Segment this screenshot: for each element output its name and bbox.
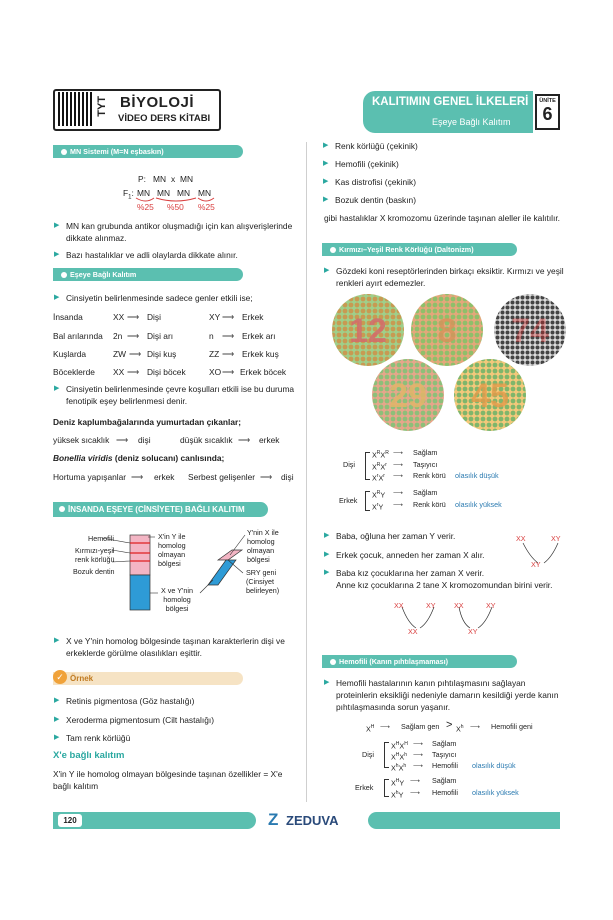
bullet-dot-icon — [330, 659, 336, 665]
label-x-nonhomolog: X'in Y ile homolog olmayan bölgesi — [158, 532, 186, 568]
arrow-icon: ⟶ — [260, 472, 273, 482]
ht-brace-female — [384, 742, 389, 768]
cross-p: P: — [138, 174, 146, 184]
row-g1: ZW — [113, 349, 127, 359]
dt-e1t: Sağlam — [413, 488, 438, 497]
y-chromosome-blue — [208, 560, 236, 585]
disease-1: ▶ Renk körlüğü (çekinik) — [335, 140, 418, 152]
row-r2: Erkek böcek — [240, 367, 287, 377]
arrow-icon: ⟶ — [127, 331, 140, 341]
chapter-title: KALITIMIN GENEL İLKELERİ — [372, 96, 529, 108]
ht-disi: Dişi — [362, 750, 374, 759]
mn-bullet-2: ▶ Bazı hastalıklar ve adli olaylarda dikkate alınır. — [66, 249, 298, 261]
row-g2: ZZ — [209, 349, 220, 359]
plate-2-number: 8 — [437, 312, 457, 350]
row-r2: Erkek kuş — [242, 349, 279, 359]
bon-b: Serbest gelişenler — [188, 472, 256, 482]
ht-d2: $X^HX^h$ — [391, 752, 407, 762]
cross-g1: MN — [137, 188, 151, 198]
example-label: Örnek — [70, 674, 94, 683]
unit-badge — [535, 94, 560, 130]
brand-name: ZEDUVA — [286, 813, 339, 828]
bullet-dot-icon — [61, 272, 67, 278]
dt-p3: olasılık düşük — [455, 471, 499, 480]
arrow-icon: ⟶ — [393, 460, 404, 469]
arrow-icon: ⟶ — [393, 471, 404, 480]
cross-g2: MN — [157, 188, 171, 198]
arrow-icon: ⟶ — [393, 500, 404, 509]
ht-d3: $X^hX^h$ — [391, 763, 407, 773]
ht-d3p: olasılık düşük — [472, 761, 516, 770]
hemo-bullet: ▶ Hemofili hastalarının kanın pıhtılaşmasını sağlayan proteinlerin eksikliği nedeniyle damarın kesildiği yerde kanın pıhtılaşmasında sorun yaşanır. — [336, 677, 568, 713]
row-g1: XX — [113, 312, 125, 322]
hemo-section-title: Hemofili (Kanın pıhtılaşmaması) — [322, 655, 517, 668]
arrow-icon: ⟶ — [393, 488, 404, 497]
dt-e2: $X^rY$ — [372, 502, 384, 512]
chapter-subtitle: Eşeye Bağlı Kalıtım — [432, 117, 511, 127]
book-title: BİYOLOJİ — [120, 94, 195, 111]
arrow-icon: ⟶ — [222, 349, 235, 359]
label-renk: renk körlüğü — [75, 555, 115, 564]
arrow-icon: ⟶ — [222, 331, 235, 341]
x-chromosome-blue — [130, 575, 150, 610]
homolog-bullet: ▶ X ve Y'nin homolog bölgesinde taşınan karakterlerin dişi ve erkeklerde görülme olasılıkları eşittir. — [66, 635, 298, 659]
arrow-icon: ⟶ — [222, 312, 235, 322]
bullet-dot-icon — [59, 506, 65, 512]
ratio-1: %25 — [137, 202, 154, 212]
arrow-icon: ⟶ — [413, 750, 424, 759]
row-g1: 2n — [113, 331, 123, 341]
arrow-c5: XY — [486, 601, 496, 610]
ht-d3t: Hemofili — [432, 761, 458, 770]
footer-bar-right — [368, 812, 560, 829]
color-bullet: ▶ Gözdeki koni reseptörlerinden birkaçı eksiktir. Kırmızı ve yeşil renkleri ayırt edemezler. — [336, 265, 568, 289]
row-org: Böceklerde — [53, 367, 95, 377]
ht-d2t: Taşıyıcı — [432, 750, 457, 759]
label-hemofili: Hemofili — [88, 534, 114, 543]
disease-2: ▶ Hemofili (çekinik) — [335, 158, 399, 170]
row-org: Kuşlarda — [53, 349, 87, 359]
unit-number: 6 — [542, 104, 553, 124]
inherit-bullet-2: ▶ Erkek çocuk, anneden her zaman X alır. — [336, 549, 485, 561]
label-bozuk: Bozuk dentin — [73, 567, 115, 576]
arrow-c4: XX — [454, 601, 464, 610]
arrow-a2: XY — [551, 534, 561, 543]
disease-4: ▶ Bozuk dentin (baskın) — [335, 194, 416, 206]
cross-g3: MN — [177, 188, 191, 198]
plate-4-number: 29 — [389, 377, 427, 415]
env-bullet: ▶ Cinsiyetin belirlenmesinde çevre koşulları etkili ise bu duruma fenotipik eşey belirlenmesi denir. — [66, 383, 298, 407]
row-r1: Dişi — [147, 312, 161, 322]
arrow-c3: XX — [408, 627, 418, 636]
sex-bullet: ▶ Cinsiyetin belirlenmesinde sadece genler etkili ise; — [66, 292, 298, 304]
label-sry: SRY geni (Cinsiyet belirleyen) — [246, 568, 280, 595]
page-number: 120 — [58, 814, 82, 827]
arrow-a1: XX — [516, 534, 526, 543]
row-g2: XO — [209, 367, 222, 377]
inherit-bullet-3b: Anne kız çocuklarına 2 tane X kromozomundan birini verir. — [336, 580, 553, 590]
ht-d1: $X^HX^H$ — [391, 741, 408, 751]
example-1: ▶ Retinis pigmentosa (Göz hastalığı) — [66, 695, 298, 707]
tyt-label: TYT — [96, 96, 108, 117]
inherit-bullet-3: ▶ Baba kız çocuklarına her zaman X verir. — [336, 567, 484, 579]
mn-bullet-1: ▶ MN kan grubunda antikor oluşmadığı için kan alışverişlerinde dikkate alınmaz. — [66, 220, 298, 244]
arrow-c2: XY — [426, 601, 436, 610]
dt-brace-female — [365, 452, 370, 480]
turtle-title: Deniz kaplumbağalarında yumurtadan çıkanlar; — [53, 417, 242, 427]
ratio-2: %50 — [167, 202, 184, 212]
row-r1: Dişi kuş — [147, 349, 177, 359]
ht-e2: $X^hY$ — [391, 790, 404, 800]
x-chromosome-pink — [130, 535, 150, 575]
ishihara-plates — [330, 290, 575, 435]
arrow-icon: ⟶ — [222, 367, 235, 377]
label-kirmizi: Kırmızı-yeşil — [75, 546, 115, 555]
example-3: ▶ Tam renk körlüğü — [66, 732, 298, 744]
row-g2: XY — [209, 312, 221, 322]
cross-g4: MN — [198, 188, 212, 198]
arrow-c1: XX — [394, 601, 404, 610]
ratio-3: %25 — [198, 202, 215, 212]
bullet-dot-icon — [61, 149, 67, 155]
arrow-icon: ⟶ — [413, 739, 424, 748]
plate-5-number: 45 — [471, 377, 509, 415]
label-homolog: X ve Y'nin homolog bölgesi — [161, 586, 194, 613]
arrow-icon: ⟶ — [127, 312, 140, 322]
arrow-icon: ⟶ — [413, 761, 424, 770]
arrow-icon: ⟶ — [410, 788, 421, 797]
bullet-dot-icon — [330, 247, 336, 253]
dt-disi: Dişi — [343, 460, 355, 469]
row-r1: Dişi böcek — [147, 367, 186, 377]
bon-a: Hortuma yapışanlar — [53, 472, 127, 482]
disease-3: ▶ Kas distrofisi (çekinik) — [335, 176, 416, 188]
arrow-icon: ⟶ — [129, 349, 142, 359]
ht-xh: $X^H$ — [366, 724, 375, 734]
sex-section-title: Eşeye Bağlı Kalıtım — [53, 268, 243, 281]
dt-s3: Renk körü — [413, 471, 446, 480]
turtle-a: yüksek sıcaklık — [53, 435, 110, 445]
human-section-title: İNSANDA EŞEYE (CİNSİYETE) BAĞLI KALITIM — [53, 502, 268, 517]
arrow-icon: ⟶ — [238, 435, 251, 445]
turtle-b-result: erkek — [259, 435, 280, 445]
bonellia-title: Bonellia viridis (deniz solucanı) canlısında; — [53, 453, 225, 463]
plate-3-number: 74 — [511, 312, 549, 350]
ht-brace-male — [384, 779, 389, 797]
ht-e2p: olasılık yüksek — [472, 788, 519, 797]
row-r1: Dişi arı — [147, 331, 174, 341]
unit-label: ÜNİTE — [539, 98, 556, 104]
cross-p2: MN — [180, 174, 194, 184]
ht-healthy: Sağlam gen — [401, 722, 440, 731]
row-r2: Erkek — [242, 312, 264, 322]
dt-g2: $X^RX^r$ — [372, 462, 387, 472]
book-subtitle: VİDEO DERS KİTABI — [118, 113, 211, 124]
dt-g3: $X^rX^r$ — [372, 473, 385, 483]
bon-a-result: erkek — [154, 472, 175, 482]
example-2: ▶ Xeroderma pigmentosum (Cilt hastalığı) — [66, 714, 298, 726]
color-section-title: Kırmızı–Yeşil Renk Körlüğü (Daltonizm) — [322, 243, 517, 256]
check-icon: ✓ — [53, 670, 67, 684]
xlinked-text: X'in Y ile homolog olmayan bölgesinde taşınan özellikler = X'e bağlı kalıtım — [53, 769, 283, 791]
row-org: İnsanda — [53, 312, 83, 322]
cross-x: x — [171, 174, 176, 184]
row-g2: n — [209, 331, 214, 341]
arrow-icon: ⟶ — [380, 722, 391, 731]
xlinked-title: X'e bağlı kalıtım — [53, 750, 125, 761]
bon-b-result: dişi — [281, 472, 294, 482]
ht-e1t: Sağlam — [432, 776, 457, 785]
arrow-icon: ⟶ — [116, 435, 129, 445]
row-org: Bal arılarında — [53, 331, 103, 341]
row-r2: Erkek arı — [242, 331, 276, 341]
arrow-icon: ⟶ — [393, 448, 404, 457]
ht-e1: $X^HY$ — [391, 778, 405, 788]
cross-p1: MN — [153, 174, 167, 184]
column-divider — [306, 142, 307, 802]
dt-s2: Taşıyıcı — [413, 460, 438, 469]
dt-g1: $X^RX^R$ — [372, 450, 389, 460]
ht-xh2: $X^h$ — [456, 724, 464, 734]
arrow-icon: ⟶ — [410, 776, 421, 785]
turtle-b: düşük sıcaklık — [180, 435, 233, 445]
dt-brace-male — [365, 491, 370, 511]
turtle-a-result: dişi — [138, 435, 151, 445]
footer-bar-left — [53, 812, 256, 829]
plate-1-number: 12 — [349, 312, 387, 350]
qr-code-icon[interactable] — [58, 92, 92, 126]
zeduva-logo-icon: Z — [268, 810, 279, 829]
dt-s1: Sağlam — [413, 448, 438, 457]
cross-f1: $F_1$: — [123, 188, 134, 201]
ht-erkek: Erkek — [355, 783, 374, 792]
arrow-c6: XY — [468, 627, 478, 636]
arrow-a3: XY — [531, 560, 541, 569]
ht-d1t: Sağlam — [432, 739, 457, 748]
dt-p4: olasılık yüksek — [455, 500, 502, 509]
dt-erkek: Erkek — [339, 496, 358, 505]
label-y-nonhomolog: Y'nin X ile homolog olmayan bölgesi — [247, 528, 279, 564]
disease-after: gibi hastalıklar X kromozomu üzerinde taşınan aleller ile kalıtılır. — [324, 213, 561, 223]
ht-e2t: Hemofili — [432, 788, 458, 797]
arrow-icon: ⟶ — [127, 367, 140, 377]
ht-gt: > — [446, 719, 453, 731]
dt-e2t: Renk körü — [413, 500, 446, 509]
row-g1: XX — [113, 367, 125, 377]
ht-hemo-gene: Hemofili geni — [491, 722, 533, 731]
mn-section-title: MN Sistemi (M=N eşbaskın) — [53, 145, 243, 158]
inherit-bullet-1: ▶ Baba, oğluna her zaman Y verir. — [336, 530, 455, 542]
dt-e1: $X^RY$ — [372, 490, 386, 500]
arrow-icon: ⟶ — [470, 722, 481, 731]
arrow-icon: ⟶ — [131, 472, 144, 482]
